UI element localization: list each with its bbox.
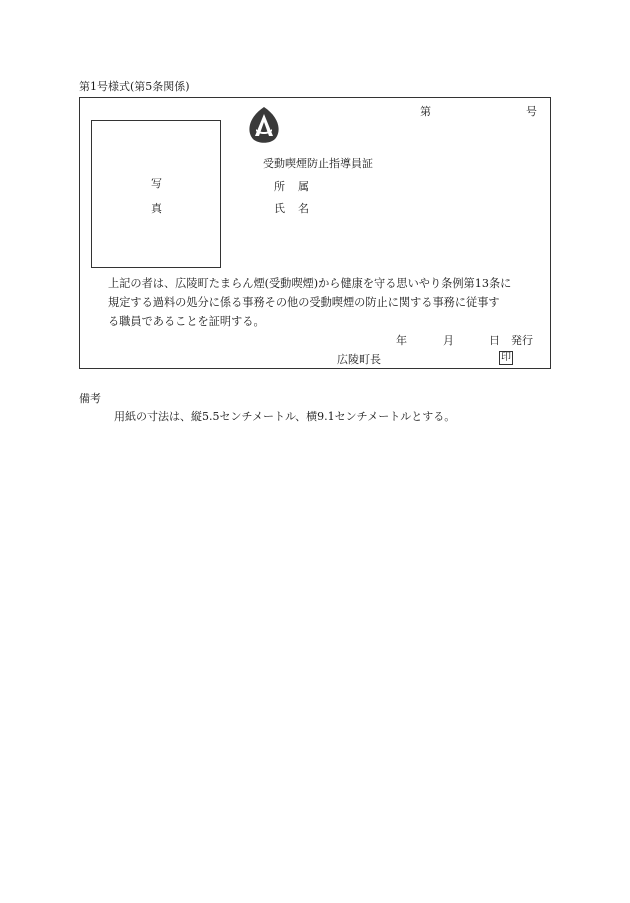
date-month-label: 月 [443, 334, 454, 347]
certificate-title: 受動喫煙防止指導員証 [263, 157, 373, 170]
id-card-template [79, 97, 551, 369]
mayor-label: 広陵町長 [337, 353, 381, 366]
certification-text-line-2: 規定する過料の処分に係る事務その他の受動喫煙の防止に関する事務に従事す [108, 296, 500, 309]
seal-label: 印 [501, 352, 511, 363]
affiliation-label-char-1: 所 [274, 180, 285, 193]
seal-box [499, 351, 513, 365]
number-label-prefix: 第 [420, 105, 431, 118]
town-emblem-icon [244, 105, 284, 145]
remarks-text: 用紙の寸法は、縦5.5センチメートル、横9.1センチメートルとする。 [114, 410, 456, 423]
photo-box [91, 120, 221, 268]
photo-label-char-1: 写 [151, 177, 162, 190]
name-label-char-1: 氏 [274, 202, 285, 215]
date-year-label: 年 [396, 334, 407, 347]
remarks-heading: 備考 [79, 392, 101, 405]
date-day-label: 日 [489, 334, 500, 347]
affiliation-label-char-2: 属 [298, 180, 309, 193]
issued-label: 発行 [511, 334, 533, 347]
certification-text-line-1: 上記の者は、広陵町たまらん煙(受動喫煙)から健康を守る思いやり条例第13条に [108, 277, 512, 290]
name-label-char-2: 名 [298, 202, 309, 215]
number-label-suffix: 号 [526, 105, 537, 118]
certification-text-line-3: る職員であることを証明する。 [108, 315, 265, 328]
form-heading: 第1号様式(第5条関係) [79, 80, 190, 93]
photo-label-char-2: 真 [151, 202, 162, 215]
